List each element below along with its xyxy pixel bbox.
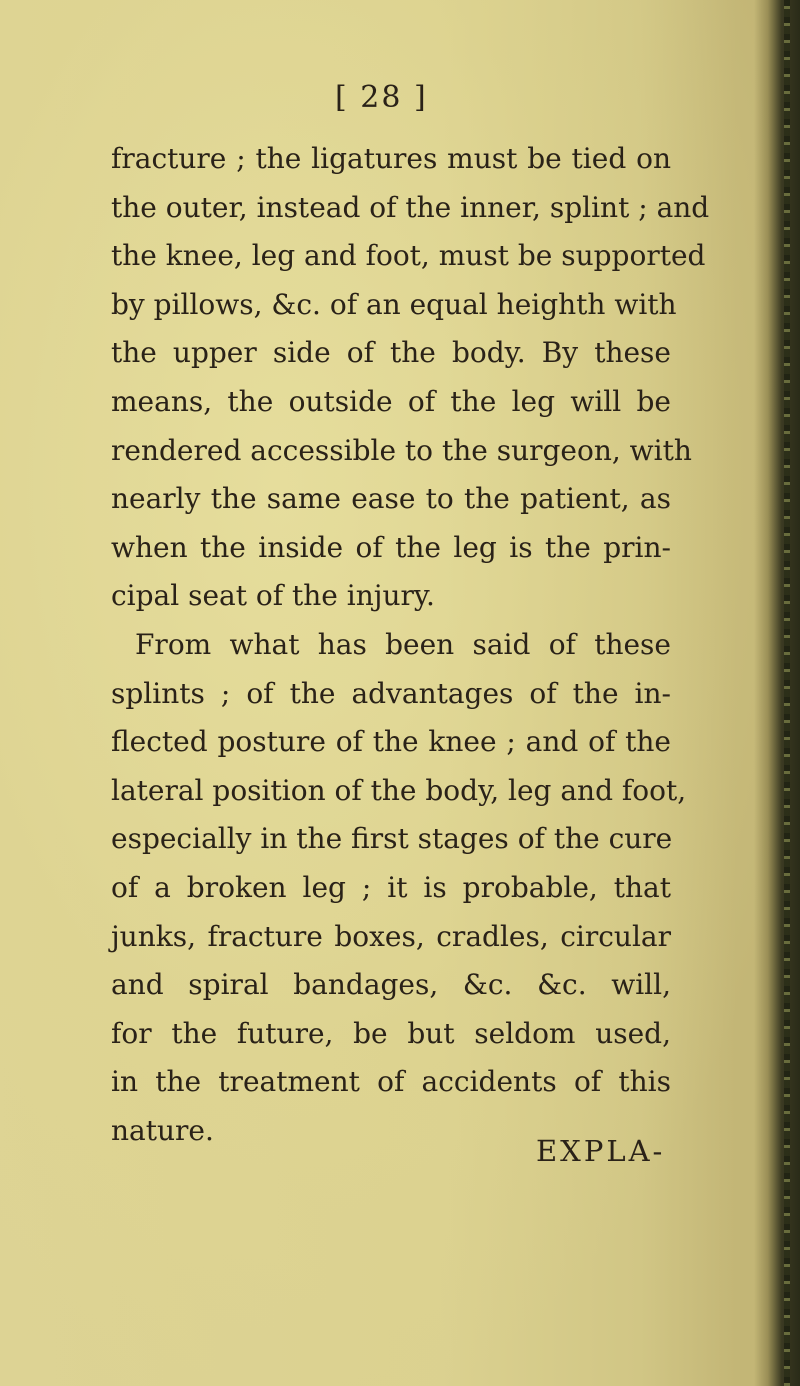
text-line: nearly the same ease to the patient, as xyxy=(111,482,671,516)
text-line: junks, fracture boxes, cradles, circular xyxy=(111,919,671,953)
text-line-paragraph-start: From what has been said of these xyxy=(135,627,671,661)
text-line: and spiral bandages, &c. &c. will, xyxy=(111,968,671,1002)
text-line: cipal seat of the injury. xyxy=(111,579,435,613)
text-line: fracture ; the ligatures must be tied on xyxy=(111,142,671,175)
text-line: of a broken leg ; it is probable, that xyxy=(111,870,671,904)
text-line: the upper side of the body. By these xyxy=(111,336,671,370)
book-spine-shadow xyxy=(754,0,800,1386)
text-line: the knee, leg and foot, must be supported xyxy=(111,239,706,273)
text-line: flected posture of the knee ; and of the xyxy=(111,725,671,759)
text-line: when the inside of the leg is the prin- xyxy=(111,530,671,564)
text-line: in the treatment of accidents of this xyxy=(111,1065,671,1099)
page-number-header: [ 28 ] xyxy=(335,80,428,115)
text-line: for the future, be but seldom used, xyxy=(111,1016,671,1050)
text-line: lateral position of the body, leg and foot, xyxy=(111,773,687,807)
text-line: especially in the first stages of the cure xyxy=(111,822,673,856)
text-line: rendered accessible to the surgeon, with xyxy=(111,433,692,467)
text-line: the outer, instead of the inner, splint ; and xyxy=(111,190,710,224)
text-line: by pillows, &c. of an equal heighth with xyxy=(111,287,677,321)
catchword: EXPLA- xyxy=(536,1134,666,1168)
body-text xyxy=(111,135,710,1155)
book-binding-edge xyxy=(784,0,790,1386)
text-line: splints ; of the advantages of the in- xyxy=(111,676,671,710)
text-line: means, the outside of the leg will be xyxy=(111,384,671,418)
text-line: nature. xyxy=(111,1113,214,1147)
